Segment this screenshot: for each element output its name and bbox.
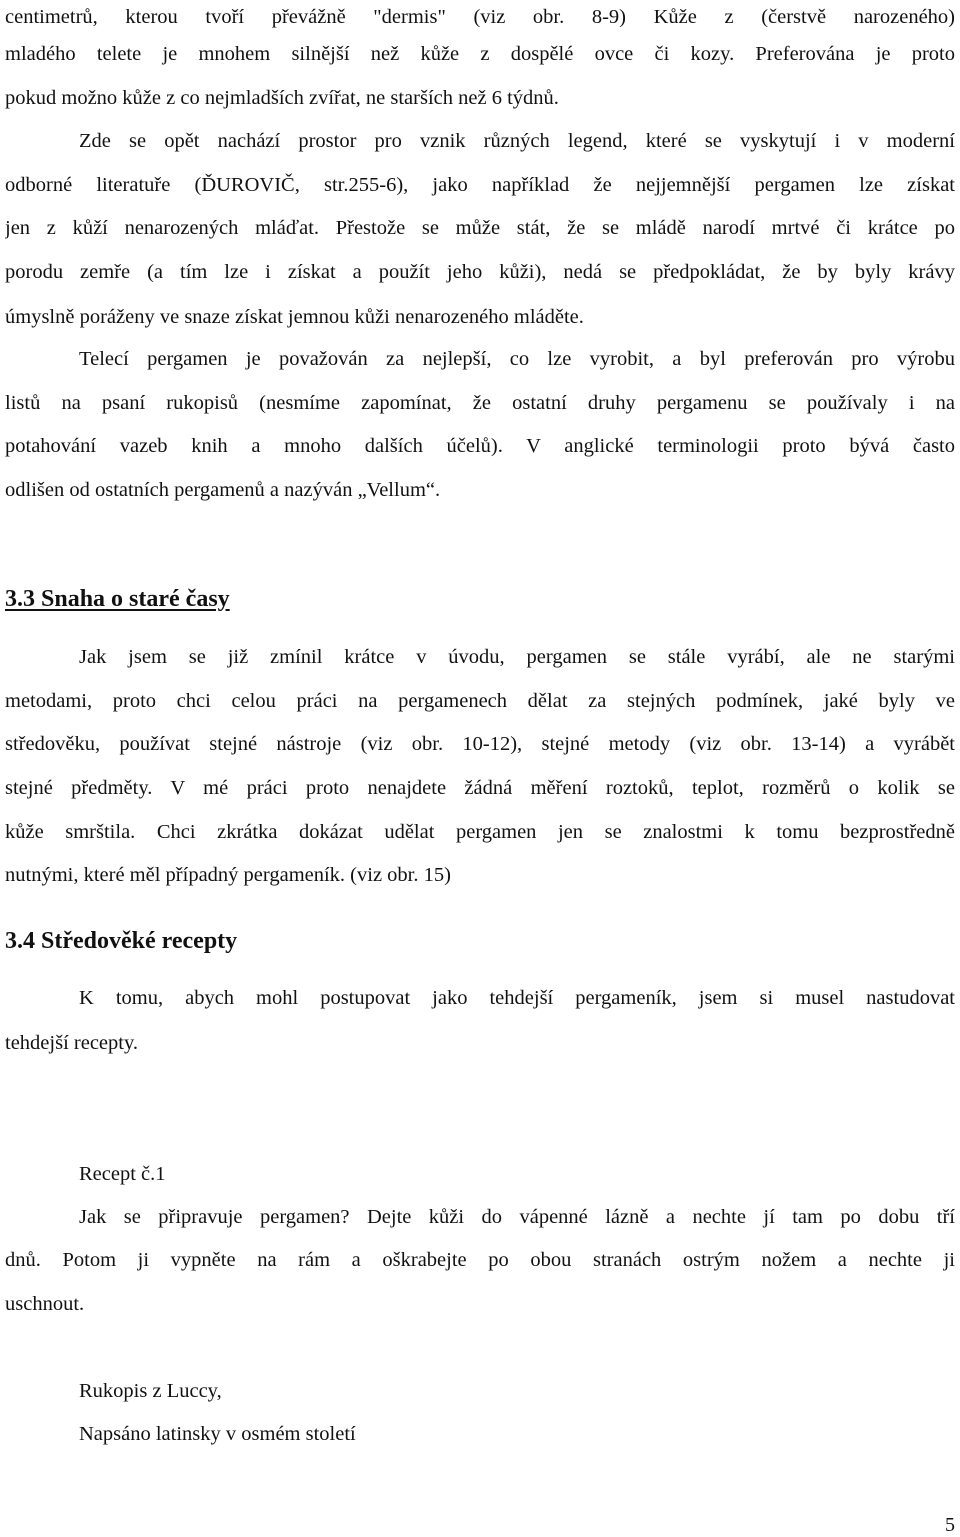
text-line: porodu zemře (a tím lze i získat a použít jeho kůži), nedá se předpokládat, že by byly krávy	[5, 261, 955, 283]
text-line: úmyslně poráženy ve snaze získat jemnou kůži nenarozeného mláděte.	[5, 306, 584, 328]
source-line: Napsáno latinsky v osmém století	[79, 1423, 356, 1445]
text-line: uschnout.	[5, 1293, 85, 1315]
text-line: pokud možno kůže z co nejmladších zvířat, ne starších než 6 týdnů.	[5, 87, 559, 109]
text-line: Jak se připravuje pergamen? Dejte kůži do vápenné lázně a nechte jí tam po dobu tří	[79, 1206, 955, 1228]
text-line: nutnými, které měl případný pergameník. (viz obr. 15)	[5, 864, 451, 886]
text-line: Jak jsem se již zmínil krátce v úvodu, pergamen se stále vyrábí, ale ne starými	[79, 646, 955, 668]
text-line: potahování vazeb knih a mnoho dalších účelů). V anglické terminologii proto bývá často	[5, 435, 955, 457]
text-line: Zde se opět nachází prostor pro vznik různých legend, které se vyskytují i v moderní	[79, 130, 955, 152]
text-line: odlišen od ostatních pergamenů a nazýván „Vellum“.	[5, 479, 441, 501]
text-line: metodami, proto chci celou práci na pergamenech dělat za stejných podmínek, jaké byly ve	[5, 690, 955, 712]
text-line: odborné literatuře (ĎUROVIČ, str.255-6), jako například že nejjemnější pergamen lze získat	[5, 174, 955, 196]
text-line: středověku, používat stejné nástroje (viz obr. 10-12), stejné metody (viz obr. 13-14) a vyrábět	[5, 733, 955, 755]
source-line: Rukopis z Luccy,	[79, 1380, 222, 1402]
section-heading: 3.4 Středověké recepty	[5, 928, 238, 954]
text-line: tehdejší recepty.	[5, 1032, 138, 1054]
text-line: Telecí pergamen je považován za nejlepší, co lze vyrobit, a byl preferován pro výrobu	[79, 348, 955, 370]
text-line: stejné předměty. V mé práci proto nenajdete žádná měření roztoků, teplot, rozměrů o kolik se	[5, 777, 955, 799]
page-number: 5	[945, 1514, 955, 1536]
text-line: listů na psaní rukopisů (nesmíme zapomínat, že ostatní druhy pergamenu se používaly i na	[5, 392, 955, 414]
recipe-title: Recept č.1	[79, 1163, 166, 1185]
text-line: K tomu, abych mohl postupovat jako tehdejší pergameník, jsem si musel nastudovat	[79, 987, 955, 1009]
text-line: kůže smrštila. Chci zkrátka dokázat udělat pergamen jen se znalostmi k tomu bezprostředně	[5, 821, 955, 843]
text-line: jen z kůží nenarozených mláďat. Přestože se může stát, že se mládě narodí mrtvé či krátce po	[5, 217, 955, 239]
text-line: dnů. Potom ji vypněte na rám a oškrabejte po obou stranách ostrým nožem a nechte ji	[5, 1249, 955, 1271]
text-line: mladého telete je mnohem silnější než kůže z dospělé ovce či kozy. Preferována je proto	[5, 43, 955, 65]
text-line: centimetrů, kterou tvoří převážně "dermis" (viz obr. 8-9) Kůže z (čerstvě narozeného)	[5, 6, 955, 28]
section-heading: 3.3 Snaha o staré časy	[5, 586, 230, 612]
